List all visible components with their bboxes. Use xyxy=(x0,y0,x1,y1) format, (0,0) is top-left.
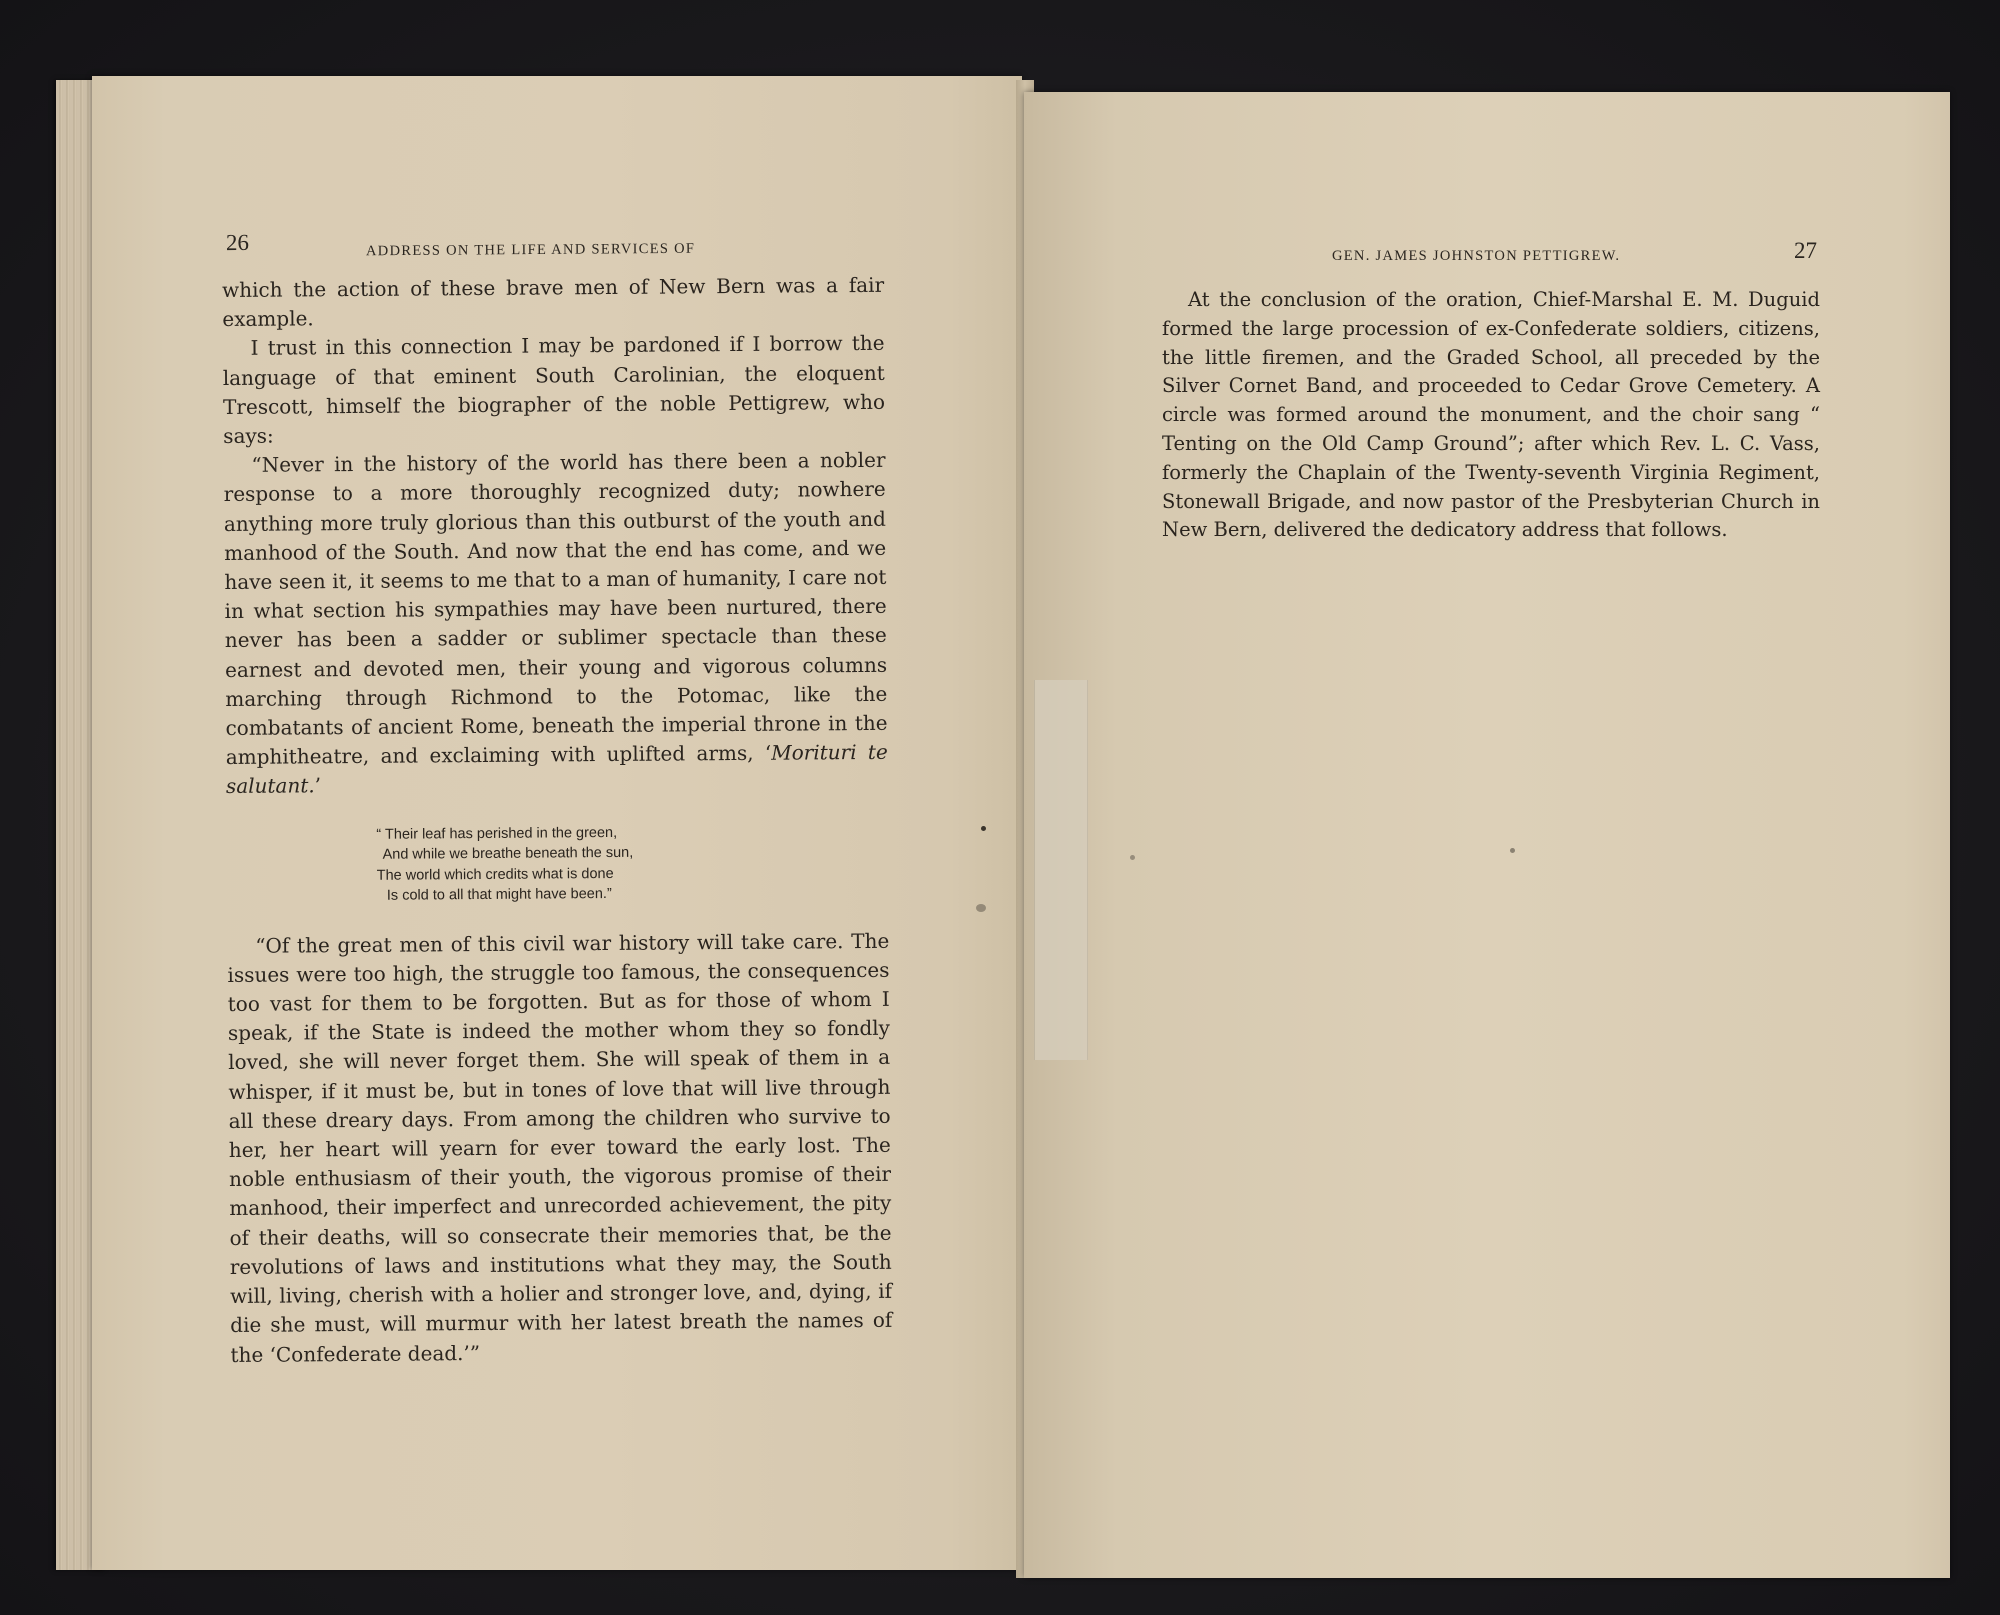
paragraph-procession: At the conclusion of the oration, Chief-Marshal E. M. Duguid formed the large procession of ex-Confederate soldiers, citizens, the little firemen, and the Graded School, all preceded by the Silver Cornet Band, and proceeded to Cedar Grove Cemetery. A circle was formed around the monument, and the choir sang “ Tenting on the Old Camp Ground”; after which Rev. L. C. Vass, formerly the Chaplain of the Twenty-seventh Virginia Regiment, Stonewall Brigade, and now pastor of the Presbyterian Church in New Bern, delivered the dedicatory address that follows. xyxy=(1162,288,1820,542)
paper-speck xyxy=(976,904,986,912)
right-page-body xyxy=(1162,286,1820,545)
quote-close: ’ xyxy=(314,773,322,798)
poem-line: “ Their leaf has perished in the green, xyxy=(376,824,618,843)
poem-stanza xyxy=(366,820,889,906)
left-page-number: 26 xyxy=(225,229,250,256)
paragraph-trescott-intro: I trust in this connection I may be pardoned if I borrow the language of that eminent South Carolinian, the eloquent Trescott, himself the biographer of the noble Pettigrew, who says: xyxy=(222,331,886,449)
binding-tape xyxy=(1034,680,1088,1060)
left-running-head: ADDRESS ON THE LIFE AND SERVICES OF xyxy=(365,240,696,260)
left-page-body xyxy=(222,271,893,1370)
paragraph-confederate-dead: “Of the great men of this civil war history will take care. The issues were too high, the struggle too famous, the consequences too vast for them to be forgotten. But as for those of whom I speak, if the State is indeed the mother whom they so fondly loved, she will never forget them. She will speak of them in a whisper, if it must be, but in tones of love that will live through all these dreary days. From among the children who survive to her, her heart will yearn for ever toward the early lost. The noble enthusiasm of their youth, the vigorous promise of their manhood, their imperfect and unrecorded achievement, the pity of their deaths, will so consecrate their memories that, be the revolutions of laws and institutions what they may, the South will, living, cherish with a holier and stronger love, and, dying, if die she must, will murmur with her latest breath the names of the ‘Confederate dead.’” xyxy=(227,928,893,1367)
poem-line: The world which credits what is done xyxy=(376,865,614,884)
poem-line: Is cold to all that might have been.” xyxy=(386,886,612,904)
right-running-head: GEN. JAMES JOHNSTON PETTIGREW. xyxy=(1332,248,1621,264)
latin-phrase: Morituri te salutant. xyxy=(225,740,888,799)
paper-speck xyxy=(1510,848,1515,853)
paper-speck xyxy=(981,826,986,831)
poem-line: And while we breathe beneath the sun, xyxy=(382,844,634,863)
paragraph-continuation: which the action of these brave men of New Bern was a fair example. xyxy=(222,272,885,332)
paragraph-trescott-quote xyxy=(223,446,888,802)
quote-text: “Never in the history of the world has there been a nobler response to a more thoroughly recognized duty; nowhere anything more truly glorious than this outburst of the youth and manhood of the South. And now that the end has come, and we have seen it, it seems to me that to a man of humanity, I care not in what section his sympathies may have been nurtured, there never has been a sadder or sublimer spectacle than these earnest and devoted men, their young and vigorous columns marching through Richmond to the Potomac, like the combatants of ancient Rome, beneath the imperial throne in the amphitheatre, and exclaiming with uplifted arms, ‘ xyxy=(223,448,888,770)
right-page-number: 27 xyxy=(1794,238,1817,263)
paper-speck xyxy=(1130,855,1135,860)
